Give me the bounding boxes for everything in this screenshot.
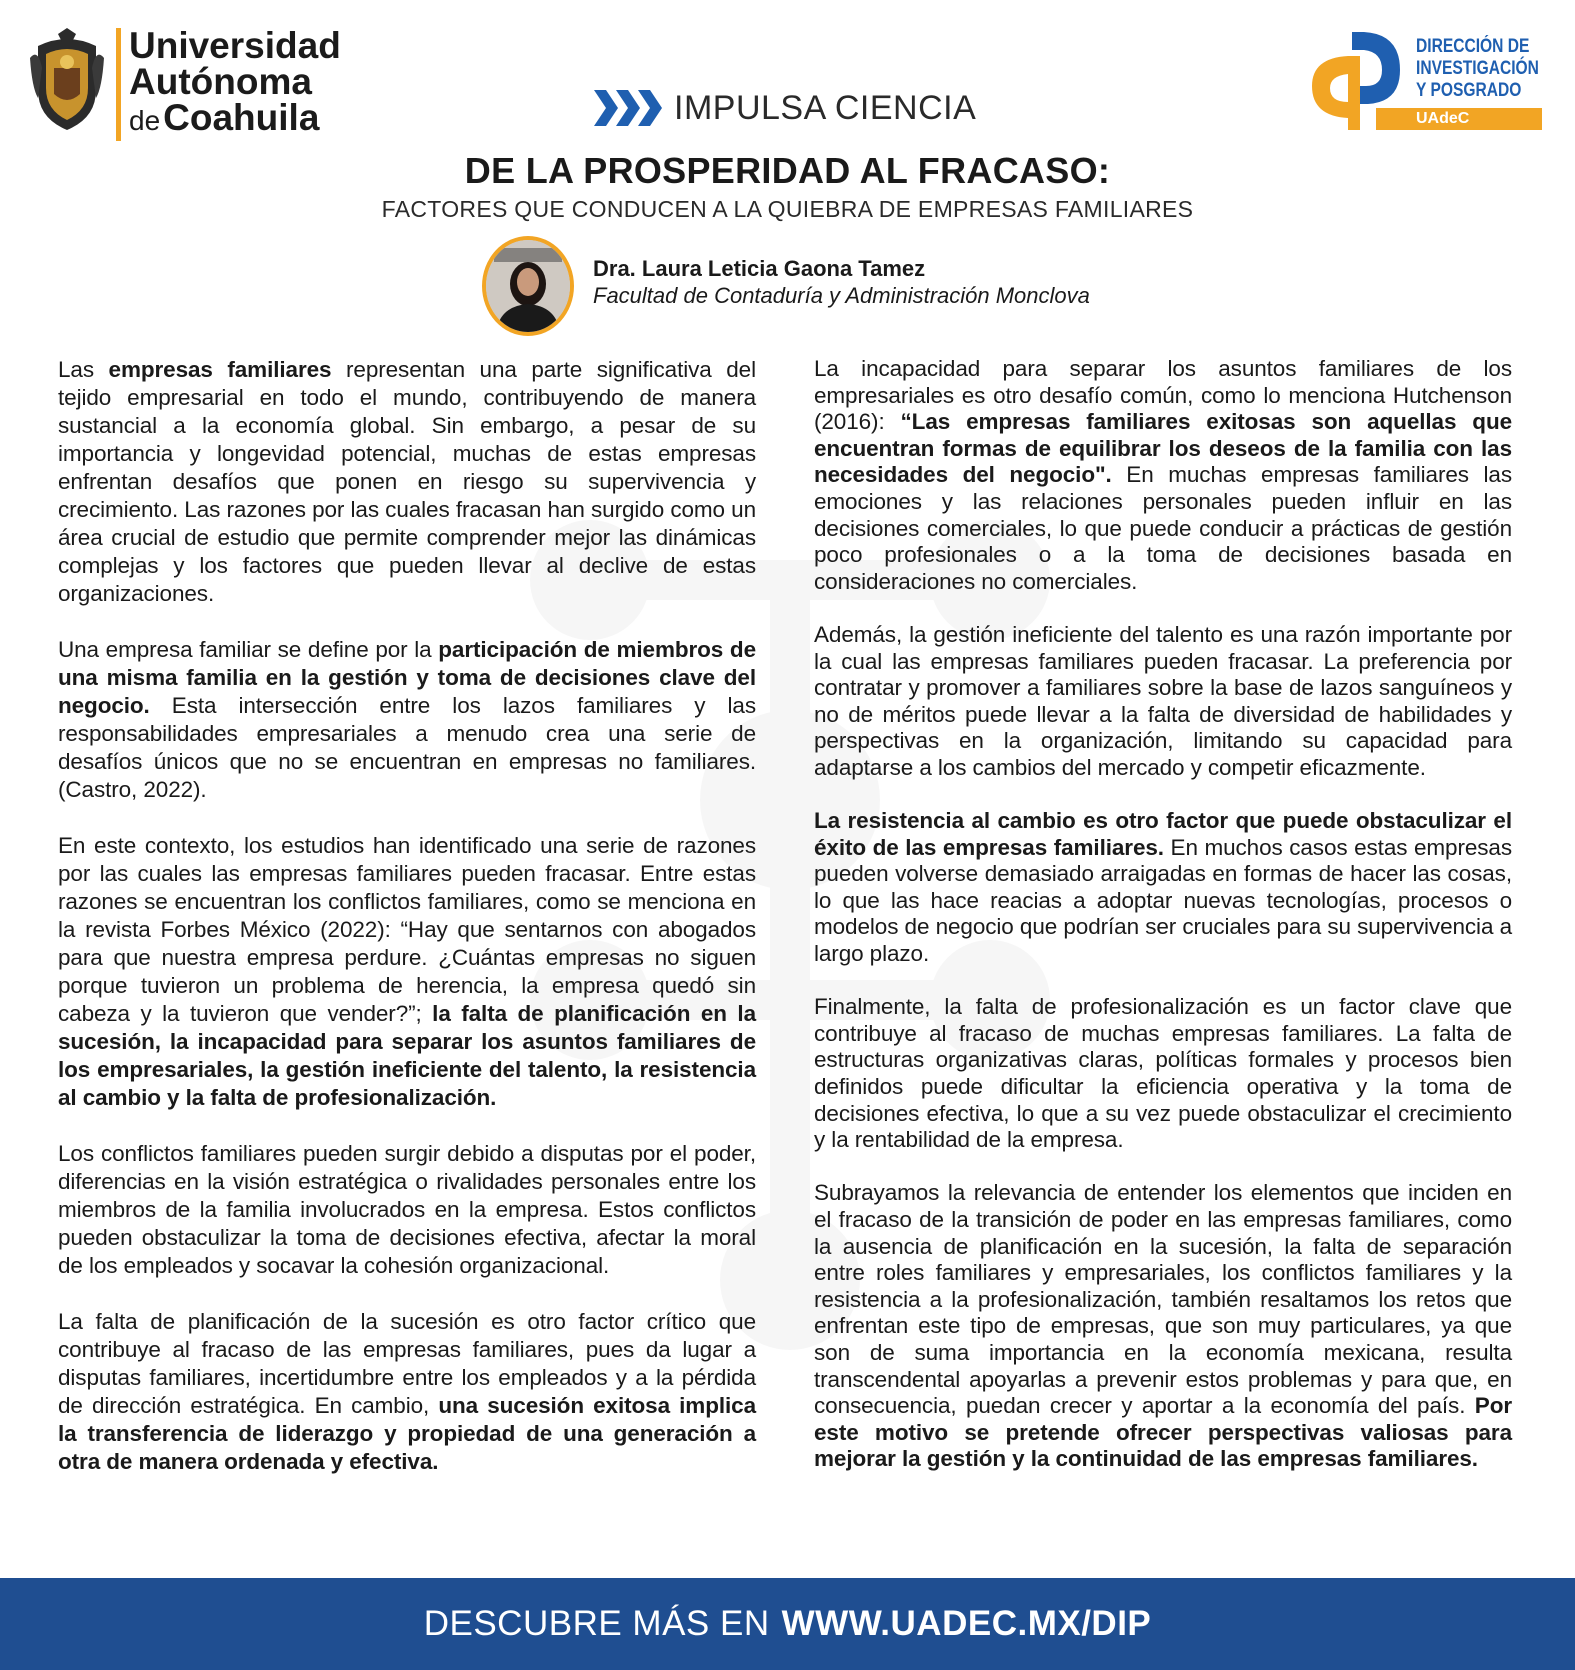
- dip-line2: INVESTIGACIÓN: [1416, 58, 1539, 79]
- text-span: En este contexto, los estudios han identificado una serie de razones por las cuales las empresas familiares pueden fracasar. Entre estas razones se encuentran los conflictos familiares, como se menciona en la revista Forbes México (2022): “Hay que sentarnos con abogados para que nuestra empresa perdure. ¿Cuántas empresas no siguen porque tuvieron un problema de herencia, la empresa quedó sin cabeza y la tuvieron que vender?”;: [58, 833, 756, 1026]
- article-column-left: [58, 356, 756, 1504]
- paragraph-talent: Además, la gestión ineficiente del talento es una razón importante por la cual las empresas familiares pueden fracasar. La preferencia por contratar y promover a familiares sobre la base de lazos sanguíneos y no de méritos puede llevar a la falta de diversidad de habilidades y perspectivas en la organización, limitando su capacidad para adaptarse a los cambios del mercado y competir eficazmente.: [814, 621, 1512, 780]
- page-title: DE LA PROSPERIDAD AL FRACASO:: [464, 150, 1111, 191]
- author-portrait-icon: [486, 240, 570, 332]
- paragraph-conclusion: [814, 1180, 1512, 1473]
- author-name: Dra. Laura Leticia Gaona Tamez: [593, 256, 926, 281]
- university-name-line3: [129, 97, 341, 139]
- text-span: Esta intersección entre los lazos familiares y las responsabilidades empresariales a menudo crea una serie de desafíos únicos que no se encuentran en empresas no familiares. (Castro, 2022).: [58, 693, 756, 802]
- chevron-arrows-icon: [592, 88, 664, 128]
- footer-url-link[interactable]: WWW.UADEC.MX/DIP: [781, 1604, 1152, 1643]
- dip-logo: [1308, 30, 1548, 132]
- bold-span: una sucesión exitosa implica la transferencia de liderazgo y propiedad de una generación a otra de manera ordenada y efectiva.: [58, 1393, 756, 1474]
- dip-tag: UAdeC: [1376, 108, 1542, 130]
- paragraph-separation: [814, 356, 1512, 595]
- university-name-line2: Autónoma: [129, 61, 312, 102]
- text-span: representan una parte significativa del tejido empresarial en todo el mundo, contribuyendo de manera sustancial a la economía global. Sin embargo, a pesar de su importancia y longevidad potencial, muchas de estas empresas enfrentan desafíos que ponen en riesgo su supervivencia y crecimiento. Las razones por las cuales fracasan han surgido como un área crucial de estudio que permite comprender mejor las dinámicas complejas y los factores que pueden llevar al declive de estas organizaciones.: [58, 357, 756, 606]
- paragraph-succession: [58, 1308, 756, 1476]
- text-span: Las: [58, 357, 109, 382]
- bold-span: Por este motivo se pretende ofrecer perspectivas valiosas para mejorar la gestión y la continuidad de las empresas familiares.: [814, 1393, 1512, 1472]
- dip-line1: DIRECCIÓN DE: [1416, 36, 1530, 57]
- paragraph-intro: [58, 356, 756, 608]
- paragraph-resistance: [814, 808, 1512, 968]
- article-column-right: [814, 356, 1512, 1500]
- university-logo: [28, 25, 341, 141]
- paragraph-definition: [58, 636, 756, 804]
- university-name-de: de: [129, 105, 161, 136]
- text-span: En muchos casos estas empresas pueden volverse demasiado arraigadas en formas de hacer las cosas, lo que las hace reacias a adoptar nuevas tecnologías, procesos o modelos de negocio que podrían ser cruciales para su supervivencia a largo plazo.: [814, 834, 1512, 967]
- bold-span: La resistencia al cambio es otro factor que puede obstaculizar el éxito de las empresas familiares.: [814, 808, 1512, 860]
- bold-span: la falta de planificación en la sucesión, la incapacidad para separar los asuntos familiares de los empresariales, la gestión ineficiente del talento, la resistencia al cambio y la falta de profesionalización.: [58, 1001, 756, 1110]
- bold-span: participación de miembros de una misma familia en la gestión y toma de decisiones clave del negocio.: [58, 637, 756, 718]
- bold-span: “Las empresas familiares exitosas son aquellas que encuentran formas de equilibrar los deseos de la familia con las necesidades del negocio".: [814, 409, 1512, 488]
- paragraph-conflicts: Los conflictos familiares pueden surgir debido a disputas por el poder, diferencias en la visión estratégica o rivalidades personales entre los miembros de la familia involucrados en la empresa. Estos conflictos pueden obstaculizar la toma de decisiones efectiva, afectar la moral de los empleados y socavar la cohesión organizacional.: [58, 1141, 756, 1278]
- footer-prefix: DESCUBRE MÁS EN: [423, 1604, 770, 1643]
- page-subtitle: FACTORES QUE CONDUCEN A LA QUIEBRA DE EMPRESAS FAMILIARES: [381, 196, 1194, 222]
- university-seal-icon: [28, 28, 106, 133]
- logo-divider: [116, 28, 121, 141]
- university-name: [129, 25, 341, 139]
- dip-logo-text: [1416, 36, 1539, 102]
- text-span: La falta de planificación de la sucesión es otro factor crítico que contribuye al fracaso de las empresas familiares, pues da lugar a disputas familiares, incertidumbre entre los empleados y a la pérdida de dirección estratégica. En cambio,: [58, 1309, 756, 1418]
- university-name-line1: Universidad: [129, 25, 341, 66]
- text-span: Subrayamos la relevancia de entender los elementos que inciden en el fracaso de la transición de poder en las empresas familiares, como la ausencia de planificación en la sucesión, la falta de separación entre roles familiares y empresariales, los conflictos familiares y la resistencia a la profesionalización, también resaltamos los retos que enfrentan este tipo de empresas, que son muy particulares, ya que son de suma importancia en la economía mexicana, resulta transcendental apoyarlas a prevenir estos problemas y para que, en consecuencia, puedan crecer y aportar a la economía del país.: [814, 1180, 1512, 1419]
- dip-line3: Y POSGRADO: [1416, 80, 1522, 101]
- paragraph-professionalization: Finalmente, la falta de profesionalización es un factor clave que contribuye al fracaso de muchas empresas familiares. La falta de estructuras organizativas claras, políticas formales y procesos bien definidos puede dificultar la eficiencia operativa y la toma de decisiones efectiva, lo que a su vez puede obstaculizar el crecimiento y la rentabilidad de la empresa.: [814, 994, 1512, 1153]
- author-faculty: Facultad de Contaduría y Administración Monclova: [593, 283, 1090, 308]
- text-span: En muchas empresas familiares las emociones y las relaciones personales pueden influir en las decisiones comerciales, lo que puede conducir a prácticas de gestión poco profesionales o a la toma de decisiones basada en consideraciones no comerciales.: [814, 462, 1512, 594]
- paragraph-context: [58, 832, 756, 1112]
- bold-span: empresas familiares: [108, 357, 332, 382]
- author-photo: [482, 236, 574, 336]
- text-span: La incapacidad para separar los asuntos familiares de los empresariales es otro desafío común, como lo menciona Hutchenson (2016):: [814, 356, 1512, 435]
- footer-banner: [0, 1578, 1575, 1670]
- section-label-text: IMPULSA CIENCIA: [674, 88, 977, 127]
- university-name-coahuila: Coahuila: [163, 97, 320, 138]
- text-span: Una empresa familiar se define por la: [58, 637, 439, 662]
- section-label: [592, 88, 976, 128]
